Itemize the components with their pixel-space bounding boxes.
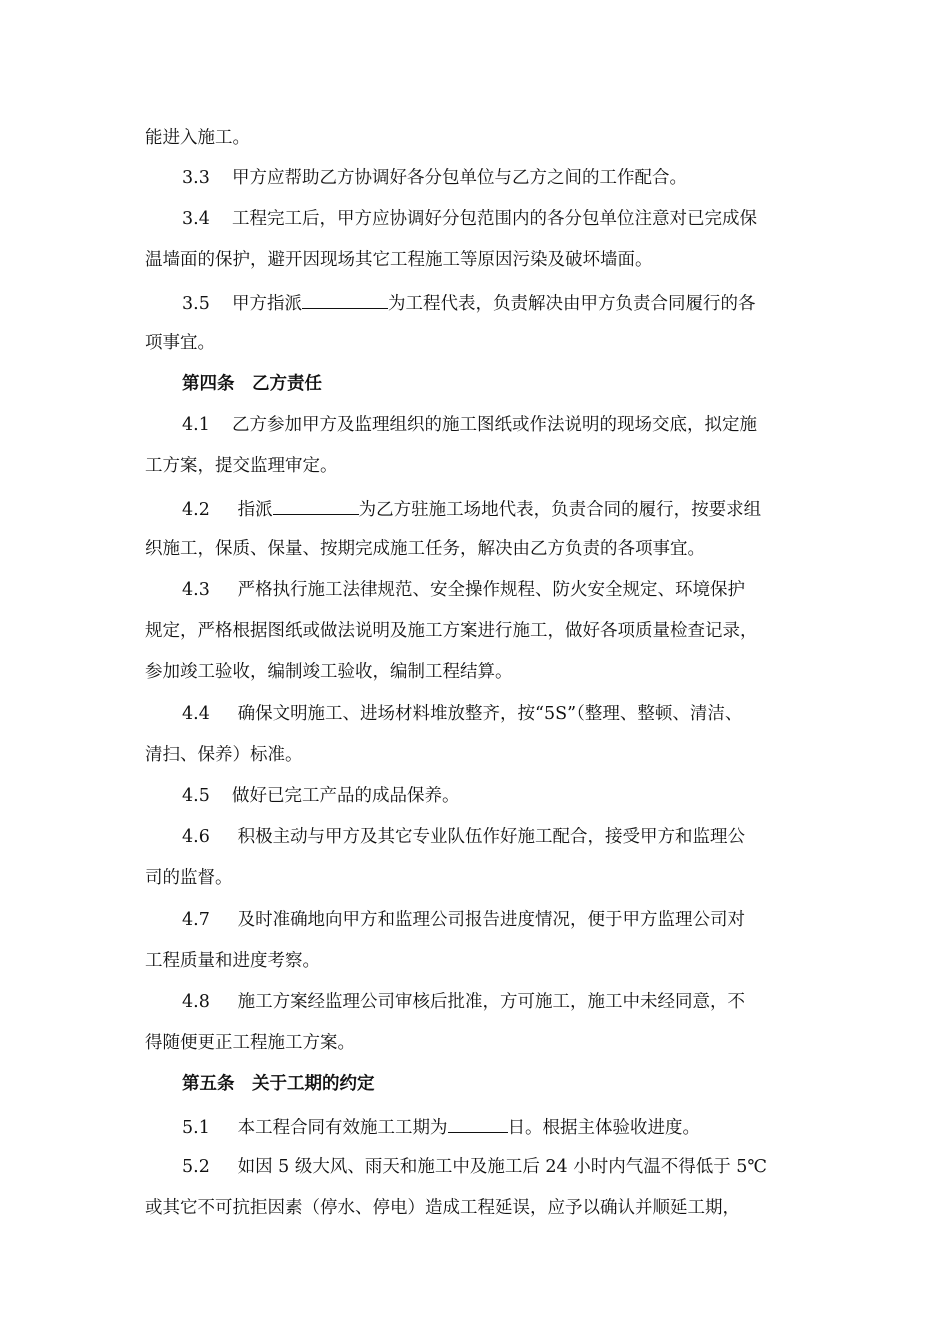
text-line: 能进入施工。	[145, 128, 250, 148]
clause-4-7: 4.7 及时准确地向甲方和监理公司报告进度情况，便于甲方监理公司对	[182, 910, 746, 930]
clause-3-4: 3.4 工程完工后，甲方应协调好分包范围内的各分包单位注意对已完成保	[182, 209, 757, 229]
section-heading-article-5: 第五条 关于工期的约定	[182, 1074, 375, 1094]
clause-3-3: 3.3 甲方应帮助乙方协调好各分包单位与乙方之间的工作配合。	[182, 168, 687, 188]
fill-in-blank	[302, 290, 388, 309]
clause-4-2: 4.2 指派 为乙方驻施工场地代表，负责合同的履行，按要求组	[182, 496, 761, 522]
text-line: 司的监督。	[145, 868, 233, 888]
fill-in-blank	[273, 496, 359, 515]
clause-4-6: 4.6 积极主动与甲方及其它专业队伍作好施工配合，接受甲方和监理公	[182, 827, 746, 847]
clause-number: 3.3	[182, 168, 210, 188]
clause-number: 4.5	[182, 786, 210, 806]
clause-4-5: 4.5 做好已完工产品的成品保养。	[182, 786, 460, 806]
clause-4-8: 4.8 施工方案经监理公司审核后批准，方可施工，施工中未经同意，不	[182, 992, 746, 1012]
text-line: 工程质量和进度考察。	[145, 951, 320, 971]
text-line: 工方案，提交监理审定。	[145, 456, 338, 476]
clause-number: 5.2	[182, 1157, 210, 1177]
fill-in-blank	[448, 1114, 508, 1133]
clause-number: 4.7	[182, 910, 210, 930]
text-line: 或其它不可抗拒因素（停水、停电）造成工程延误，应予以确认并顺延工期，	[145, 1198, 740, 1218]
clause-number: 4.1	[182, 415, 210, 435]
text-line: 温墙面的保护，避开因现场其它工程施工等原因污染及破坏墙面。	[145, 250, 653, 270]
text-line: 项事宜。	[145, 333, 215, 353]
text-line: 参加竣工验收，编制竣工验收，编制工程结算。	[145, 662, 513, 682]
clause-number: 4.6	[182, 827, 210, 847]
clause-4-3: 4.3 严格执行施工法律规范、安全操作规程、防火安全规定、环境保护	[182, 580, 746, 600]
text-line: 规定，严格根据图纸或做法说明及施工方案进行施工，做好各项质量检查记录，	[145, 621, 758, 641]
clause-number: 4.4	[182, 704, 210, 724]
clause-number: 4.2	[182, 500, 210, 520]
clause-5-1: 5.1 本工程合同有效施工工期为 日。根据主体验收进度。	[182, 1114, 700, 1140]
clause-4-1: 4.1 乙方参加甲方及监理组织的施工图纸或作法说明的现场交底，拟定施	[182, 415, 757, 435]
clause-number: 4.8	[182, 992, 210, 1012]
section-heading-article-4: 第四条 乙方责任	[182, 374, 322, 394]
clause-4-4: 4.4 确保文明施工、进场材料堆放整齐，按“5S”（整理、整顿、清洁、	[182, 704, 743, 724]
clause-3-5: 3.5 甲方指派 为工程代表，负责解决由甲方负责合同履行的各	[182, 290, 756, 316]
text-line: 清扫、保养）标准。	[145, 745, 303, 765]
text-line: 得随便更正工程施工方案。	[145, 1033, 355, 1053]
clause-number: 4.3	[182, 580, 210, 600]
clause-number: 3.4	[182, 209, 210, 229]
clause-number: 3.5	[182, 294, 210, 314]
text-line: 织施工，保质、保量、按期完成施工任务，解决由乙方负责的各项事宜。	[145, 539, 705, 559]
clause-5-2: 5.2 如因 5 级大风、雨天和施工中及施工后 24 小时内气温不得低于 5℃	[182, 1157, 767, 1177]
clause-number: 5.1	[182, 1118, 210, 1138]
